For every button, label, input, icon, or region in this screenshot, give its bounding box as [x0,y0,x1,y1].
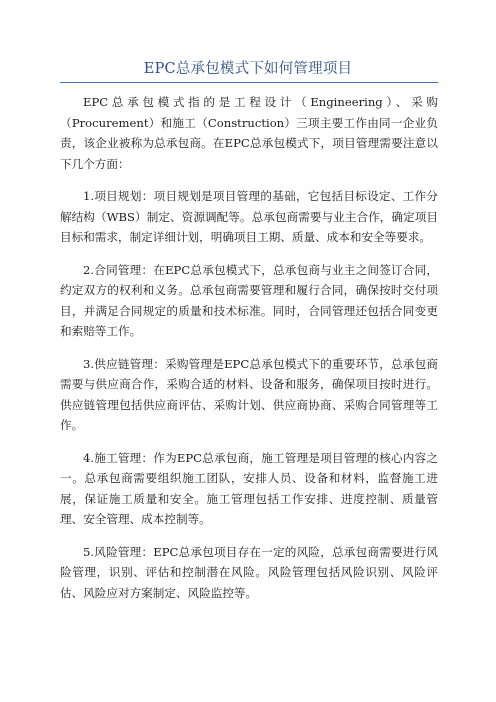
title-underline [60,82,438,83]
section-contract-management: 2.合同管理：在EPC总承包模式下，总承包商与业主之间签订合同，约定双方的权利和义务。总承包商需要管理和履行合同，确保按时交付项目，并满足合同规定的质量和技术标准。同时，合同管理还包括合同变更和索赔等工作。 [60,262,438,338]
section-project-planning: 1.项目规划：项目规划是项目管理的基础，它包括目标设定、工作分解结构（WBS）制定、资源调配等。总承包商需要与业主合作，确定项目目标和需求，制定详细计划，明确项目工期、质量、成本和安全等要求。 [60,189,438,244]
section-supply-chain-management: 3.供应链管理：采购管理是EPC总承包模式下的重要环节，总承包商需要与供应商合作，采购合适的材料、设备和服务，确保项目按时进行。供应链管理包括供应商评估、采购计划、供应商协商、采购合同管理等工作。 [60,356,438,432]
section-risk-management: 5.风险管理：EPC总承包项目存在一定的风险，总承包商需要进行风险管理，识别、评估和控制潜在风险。风险管理包括风险识别、风险评估、风险应对方案制定、风险监控等。 [60,544,438,600]
document-title: EPC总承包模式下如何管理项目 [143,61,353,77]
intro-paragraph: EPC总承包模式指的是工程设计（Engineering）、采购（Procurement）和施工（Construction）三项主要工作由同一企业负责，该企业被称为总承包商。在EPC总承包模式下，项目管理需要注意以下几个方面： [60,95,438,171]
section-construction-management: 4.施工管理：作为EPC总承包商，施工管理是项目管理的核心内容之一。总承包商需要组织施工团队，安排人员、设备和材料，监督施工进展，保证施工质量和安全。施工管理包括工作安排、进度控制、质量管理、安全管理、成本控制等。 [60,450,438,526]
document-body [60,92,438,615]
